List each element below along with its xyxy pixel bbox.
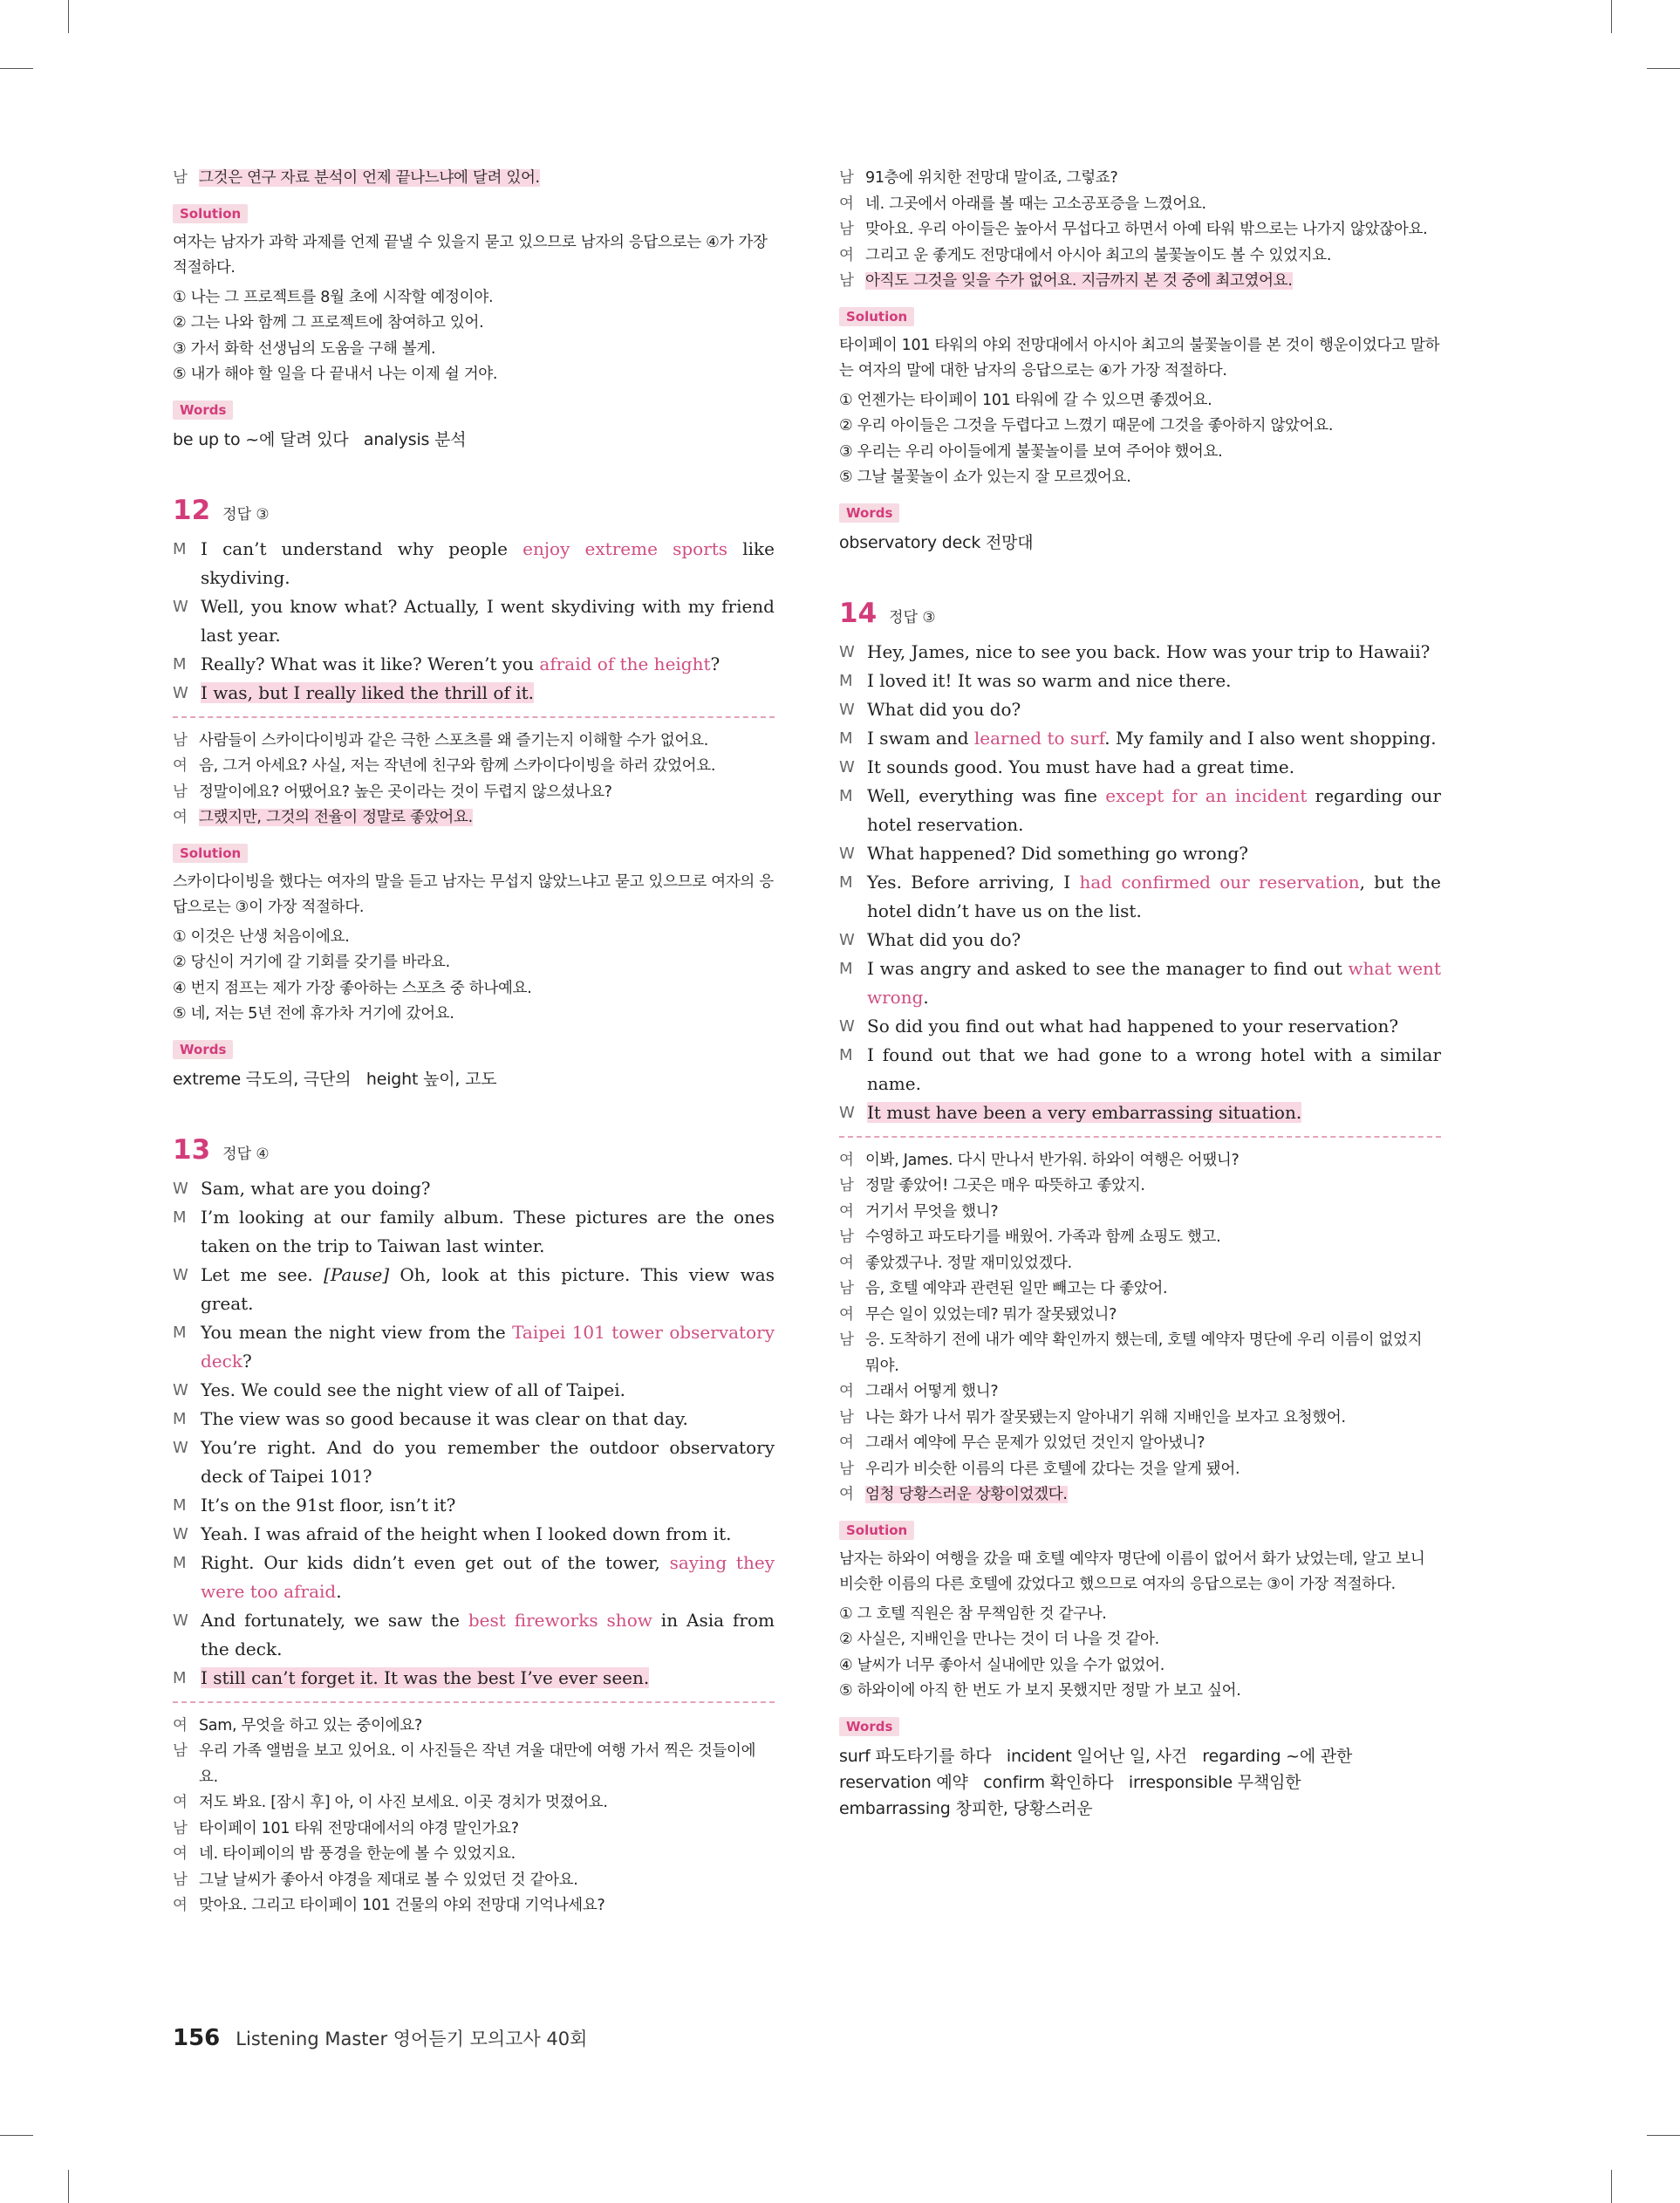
dialogue-line: M Well, everything was fine except for an incident regarding our hotel reservation. (839, 784, 1441, 835)
translation-line: 여 네. 그곳에서 아래를 볼 때는 고소공포증을 느꼈어요. (839, 195, 1206, 213)
translation (839, 166, 1441, 295)
option: ④ 날씨가 너무 좋아서 실내에만 있을 수가 없었어. (839, 1656, 1164, 1674)
dialogue-line: M I still can’t forget it. It was the best I’ve ever seen. (173, 1666, 650, 1688)
left-column (173, 166, 775, 1919)
option: ② 당신이 거기에 갈 기회를 갖기를 바라요. (173, 954, 450, 971)
solution-text: 남자는 하와이 여행을 갔을 때 호텔 예약자 명단에 이름이 없어서 화가 났었는데, 알고 보니 비슷한 이름의 다른 호텔에 갔었다고 했으므로 여자의 응답으로는 ③이 가장 적절하다. (839, 1550, 1425, 1593)
dialogue-line: W Yeah. I was afraid of the height when I looked down from it. (173, 1522, 732, 1544)
dialogue-line: M You mean the night view from the Taipei 101 tower observatory deck? (173, 1321, 775, 1372)
option: ⑤ 그날 불꽃놀이 쇼가 있는지 잘 모르겠어요. (839, 469, 1131, 486)
dialogue-line: W Hey, James, nice to see you back. How was your trip to Hawaii? (839, 640, 1431, 662)
solution-label: Solution (839, 1521, 914, 1540)
translation-line: 남 음, 호텔 예약과 관련된 일만 빼고는 다 좋았어. (839, 1280, 1168, 1297)
solution-label: Solution (173, 204, 248, 223)
dialogue-line: W What did you do? (839, 698, 1021, 720)
translation-line: 여 그리고 운 좋게도 전망대에서 아시아 최고의 불꽃놀이도 볼 수 있었지요. (839, 246, 1332, 264)
translation-line: 여 그랬지만, 그것의 전율이 정말로 좋았어요. (173, 809, 473, 826)
divider (839, 1136, 1441, 1138)
dialogue-line: W It sounds good. You must have had a great time. (839, 756, 1295, 777)
words-label: Words (173, 1040, 233, 1059)
translation-line: 남 응. 도착하기 전에 내가 예약 확인까지 했는데, 호텔 예약자 명단에 우리 이름이 없었지 뭐야. (839, 1331, 1423, 1375)
options-list (839, 1602, 1441, 1705)
translation-line: 여 거기서 무엇을 했니? (839, 1202, 999, 1221)
answer-label: 정답 ④ (222, 1145, 270, 1163)
question-header (173, 493, 775, 528)
question-number: 12 (173, 494, 211, 526)
option: ① 나는 그 프로젝트를 8월 초에 시작할 예정이야. (173, 288, 494, 306)
dialogue-line: W You’re right. And do you remember the outdoor observatory deck of Taipei 101? (173, 1436, 775, 1487)
answer-label: 정답 ③ (889, 608, 936, 626)
crop-mark (0, 2135, 33, 2136)
translation-line: 남 우리가 비슷한 이름의 다른 호텔에 갔다는 것을 알게 됐어. (839, 1460, 1240, 1478)
translation-line: 남 그것은 연구 자료 분석이 언제 끝나느냐에 달려 있어. (173, 169, 540, 187)
dialogue-line: W I was, but I really liked the thrill of it. (173, 681, 535, 703)
dialogue-line: M I’m looking at our family album. These pictures are the ones taken on the trip to Taiwan last winter. (173, 1206, 775, 1256)
crop-mark (1611, 2170, 1612, 2203)
dialogue-line: W Well, you know what? Actually, I went skydiving with my friend last year. (173, 595, 775, 646)
dialogue-line: M I was angry and asked to see the manager to find out what went wrong. (839, 957, 1441, 1008)
dialogue-line: W Sam, what are you doing? (173, 1177, 431, 1199)
words-text: embarrassing 창피한, 당황스러운 (839, 1798, 1093, 1818)
option: ② 그는 나와 함께 그 프로젝트에 참여하고 있어. (173, 314, 484, 332)
solution-label: Solution (173, 844, 248, 863)
translation-line: 남 그날 날씨가 좋아서 야경을 제대로 볼 수 있었던 것 같아요. (173, 1871, 578, 1889)
dialogue-line: W Let me see. [Pause] Oh, look at this picture. This view was great. (173, 1263, 775, 1314)
translation-line: 남 타이페이 101 타워 전망대에서의 야경 말인가요? (173, 1819, 519, 1837)
question-number: 13 (173, 1133, 211, 1166)
translation-line: 남 아직도 그것을 잊을 수가 없어요. 지금까지 본 것 중에 최고였어요. (839, 272, 1293, 290)
option: ⑤ 네, 저는 5년 전에 휴가차 거기에 갔어요. (173, 1005, 454, 1023)
dialogue (173, 1174, 775, 1693)
answer-label: 정답 ③ (222, 505, 270, 523)
question-number: 14 (839, 597, 878, 629)
translation-line: 남 수영하고 파도타기를 배웠어. 가족과 함께 쇼핑도 했고. (839, 1228, 1221, 1246)
option: ② 우리 아이들은 그것을 두렵다고 느꼈기 때문에 그것을 좋아하지 않았어요. (839, 417, 1334, 434)
dialogue (839, 638, 1441, 1127)
solution-label: Solution (839, 307, 914, 326)
translation (173, 729, 775, 831)
words-text: reservation 예약 confirm 확인하다 irresponsible 무책임한 (839, 1772, 1301, 1792)
option: ③ 우리는 우리 아이들에게 불꽃놀이를 보여 주어야 했어요. (839, 442, 1223, 461)
book-title: Listening Master 영어듣기 모의고사 40회 (236, 2029, 588, 2049)
crop-mark (1647, 2135, 1680, 2136)
translation-line: 여 엄청 당황스러운 상황이었겠다. (839, 1486, 1068, 1503)
option: ① 그 호텔 직원은 참 무책임한 것 같구나. (839, 1604, 1107, 1623)
crop-mark (0, 68, 33, 69)
dialogue-line: M The view was so good because it was clear on that day. (173, 1407, 688, 1429)
translation-line: 여 저도 봐요. [잠시 후] 아, 이 사진 보세요. 이곳 경치가 멋졌어요. (173, 1794, 608, 1811)
translation-line: 남 맞아요. 우리 아이들은 높아서 무섭다고 하면서 아예 타워 밖으로는 나가지 않았잖아요. (839, 221, 1428, 238)
translation-line: 남 사람들이 스카이다이빙과 같은 극한 스포츠를 왜 즐기는지 이해할 수가 없어요. (173, 731, 708, 749)
solution-text: 여자는 남자가 과학 과제를 언제 끝낼 수 있을지 묻고 있으므로 남자의 응답으로는 ④가 가장 적절하다. (173, 233, 768, 277)
dialogue-line: W So did you find out what had happened to your reservation? (839, 1015, 1399, 1037)
translation-line: 여 Sam, 무엇을 하고 있는 중이에요? (173, 1716, 422, 1734)
dialogue-line: M I can’t understand why people enjoy extreme sports like skydiving. (173, 537, 775, 588)
option: ⑤ 하와이에 아직 한 번도 가 보지 못했지만 정말 가 보고 싶어. (839, 1682, 1241, 1700)
words-text: extreme 극도의, 극단의 height 높이, 고도 (173, 1069, 497, 1089)
divider (173, 1701, 775, 1703)
option: ① 이것은 난생 처음이에요. (173, 927, 350, 946)
dialogue-line: W Yes. We could see the night view of all of Taipei. (173, 1379, 626, 1400)
words-label: Words (839, 1717, 899, 1736)
solution-text: 스카이다이빙을 했다는 여자의 말을 듣고 남자는 무섭지 않았느냐고 묻고 있으므로 여자의 응답으로는 ③이 가장 적절하다. (173, 872, 774, 916)
dialogue-line: M It’s on the 91st floor, isn’t it? (173, 1494, 456, 1515)
dialogue-line: W What did you do? (839, 928, 1021, 950)
page-number: 156 (173, 2025, 221, 2051)
translation (839, 1148, 1441, 1509)
dialogue-line: M Right. Our kids didn’t even get out of the tower, saying they were too afraid. (173, 1551, 775, 1602)
translation-line: 남 나는 화가 나서 뭐가 잘못됐는지 알아내기 위해 지배인을 보자고 요청했어. (839, 1408, 1346, 1426)
translation (173, 1714, 775, 1919)
translation-line: 여 좋았겠구나. 정말 재미있었겠다. (839, 1254, 1072, 1272)
option: ⑤ 내가 해야 할 일을 다 끝내서 나는 이제 쉴 거야. (173, 366, 498, 383)
dialogue (173, 535, 775, 708)
words-label: Words (173, 400, 233, 420)
dialogue-line: M Yes. Before arriving, I had confirmed our reservation, but the hotel didn’t have us on the list. (839, 871, 1441, 921)
translation-line: 남 정말이에요? 어땠어요? 높은 곳이라는 것이 두렵지 않으셨나요? (173, 783, 612, 801)
translation-line: 여 네. 타이페이의 밤 풍경을 한눈에 볼 수 있었지요. (173, 1845, 516, 1863)
translation-line: 여 맞아요. 그리고 타이페이 101 건물의 야외 전망대 기억나세요? (173, 1897, 605, 1914)
translation-line: 여 음, 그거 아세요? 사실, 저는 작년에 친구와 함께 스카이다이빙을 하러 갔었어요. (173, 757, 716, 775)
words-text: observatory deck 전망대 (839, 532, 1034, 552)
option: ③ 가서 화학 선생님의 도움을 구해 볼게. (173, 339, 436, 358)
words-text: surf 파도타기를 하다 incident 일어난 일, 사건 regarding ~에 관한 (839, 1746, 1353, 1766)
dialogue-line: M Really? What was it like? Weren’t you afraid of the height? (173, 653, 720, 674)
question-header (839, 596, 1441, 631)
options-list (839, 388, 1441, 491)
right-column (839, 166, 1441, 1822)
crop-mark (68, 0, 69, 33)
question-header (173, 1132, 775, 1167)
divider (173, 716, 775, 718)
option: ④ 번지 점프는 제가 가장 좋아하는 스포츠 중 하나예요. (173, 979, 532, 997)
translation-line: 남 정말 좋았어! 그곳은 매우 따뜻하고 좋았지. (839, 1177, 1145, 1194)
words-label: Words (839, 503, 899, 523)
translation-line: 남 91층에 위치한 전망대 말이죠, 그렇죠? (839, 169, 1118, 187)
options-list (173, 285, 775, 388)
dialogue-line: W It must have been a very embarrassing situation. (839, 1101, 1302, 1123)
dialogue-line: M I found out that we had gone to a wrong hotel with a similar name. (839, 1043, 1441, 1094)
translation-line: 여 그래서 어떻게 했니? (839, 1383, 999, 1400)
crop-mark (1611, 0, 1612, 33)
translation-line: 남 우리 가족 앨범을 보고 있어요. 이 사진들은 작년 겨울 대만에 여행 가서 찍은 것들이에요. (173, 1742, 756, 1786)
words-text: be up to ~에 달려 있다 analysis 분석 (173, 429, 467, 449)
crop-mark (1647, 68, 1680, 69)
dialogue-line: M I swam and learned to surf. My family and I also went shopping. (839, 727, 1437, 749)
page-footer (173, 2022, 587, 2054)
translation-line: 여 이봐, James. 다시 만나서 반가워. 하와이 여행은 어땠니? (839, 1151, 1240, 1169)
options-list (173, 925, 775, 1028)
dialogue-line: M I loved it! It was so warm and nice there. (839, 669, 1232, 691)
dialogue-line: W And fortunately, we saw the best fireworks show in Asia from the deck. (173, 1609, 775, 1659)
option: ① 언젠가는 타이페이 101 타워에 갈 수 있으면 좋겠어요. (839, 391, 1212, 409)
solution-text: 타이페이 101 타워의 야외 전망대에서 아시아 최고의 불꽃놀이를 본 것이 행운이었다고 말하는 여자의 말에 대한 남자의 응답으로는 ④가 가장 적절하다. (839, 336, 1440, 380)
dialogue-line: W What happened? Did something go wrong? (839, 842, 1248, 864)
translation-line: 여 그래서 예약에 무슨 문제가 있었던 것인지 알아냈니? (839, 1434, 1205, 1452)
translation-line: 여 무슨 일이 있었는데? 뭐가 잘못됐었니? (839, 1305, 1117, 1324)
crop-mark (68, 2170, 69, 2203)
option: ② 사실은, 지배인을 만나는 것이 더 나을 것 같아. (839, 1631, 1159, 1648)
